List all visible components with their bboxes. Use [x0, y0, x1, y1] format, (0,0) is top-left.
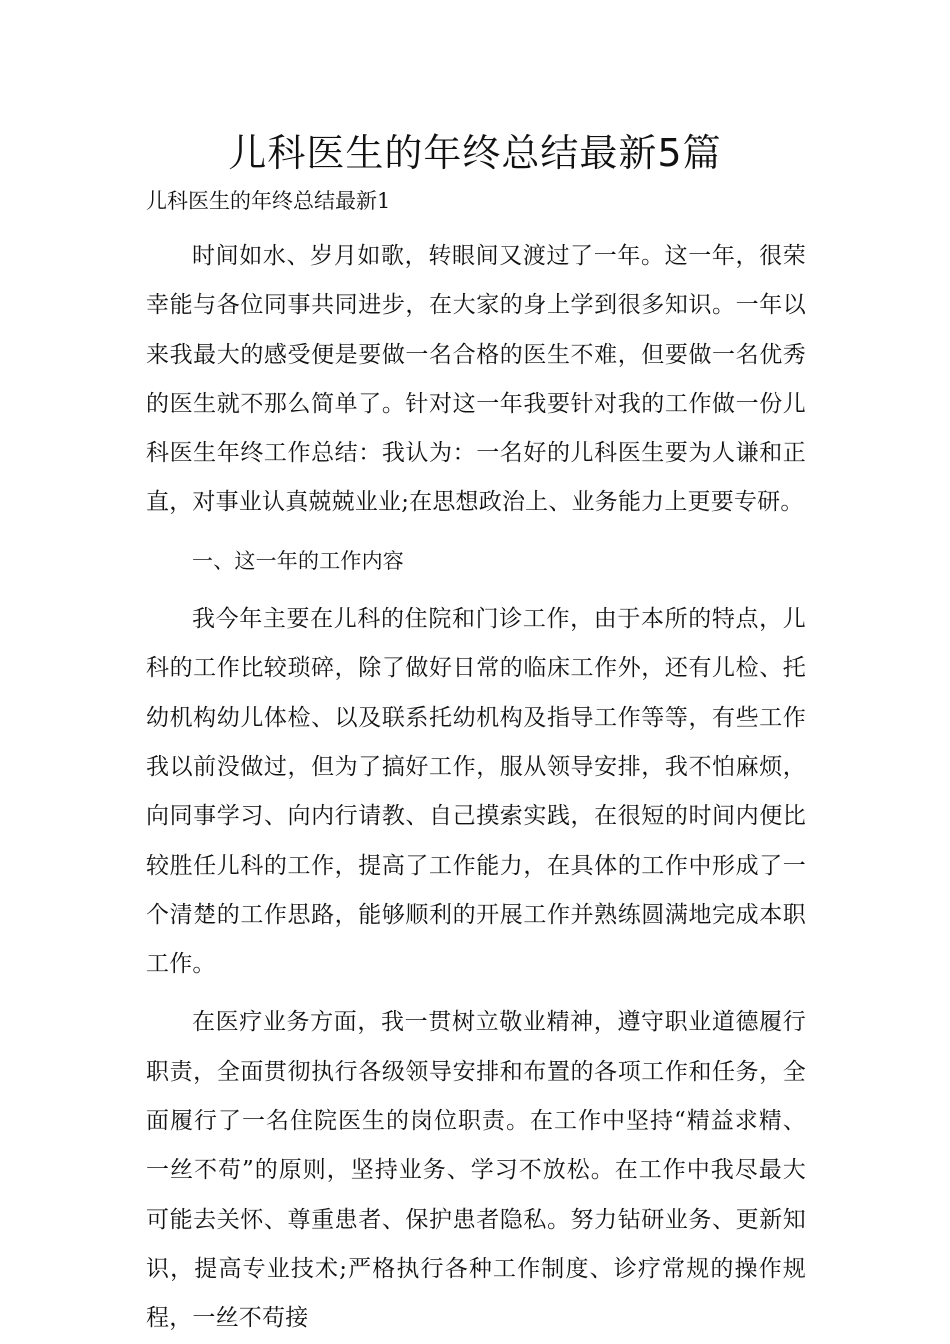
document-body: [146, 232, 806, 1344]
paragraph-medical-business: 在医疗业务方面，我一贯树立敬业精神，遵守职业道德履行职责，全面贯彻执行各级领导安排和布置的各项工作和任务，全面履行了一名住院医生的岗位职责。在工作中坚持“精益求精、一丝不苟”的原则，坚持业务、学习不放松。在工作中我尽最大可能去关怀、尊重患者、保护患者隐私。努力钻研业务、更新知识，提高专业技术;严格执行各种工作制度、诊疗常规的操作规程，一丝不苟接: [146, 1009, 806, 1332]
paragraph-intro: 时间如水、岁月如歌，转眼间又渡过了一年。这一年，很荣幸能与各位同事共同进步，在大家的身上学到很多知识。一年以来我最大的感受便是要做一名合格的医生不难，但要做一名优秀的医生就不那么简单了。针对这一年我要针对我的工作做一份儿科医生年终工作总结：我认为：一名好的儿科医生要为人谦和正直，对事业认真兢兢业业;在思想政治上、业务能力上更要专研。: [146, 243, 806, 516]
paragraph-work-content: 我今年主要在儿科的住院和门诊工作，由于本所的特点，儿科的工作比较琐碎，除了做好日常的临床工作外，还有儿检、托幼机构幼儿体检、以及联系托幼机构及指导工作等等，有些工作我以前没做过，但为了搞好工作，服从领导安排，我不怕麻烦，向同事学习、向内行请教、自己摸索实践，在很短的时间内便比较胜任儿科的工作，提高了工作能力，在具体的工作中形成了一个清楚的工作思路，能够顺利的开展工作并熟练圆满地完成本职工作。: [146, 606, 806, 978]
document-title: 儿科医生的年终总结最新5篇: [228, 131, 722, 175]
document-subtitle: 儿科医生的年终总结最新1: [146, 189, 391, 213]
section-heading: 一、这一年的工作内容: [192, 548, 404, 573]
